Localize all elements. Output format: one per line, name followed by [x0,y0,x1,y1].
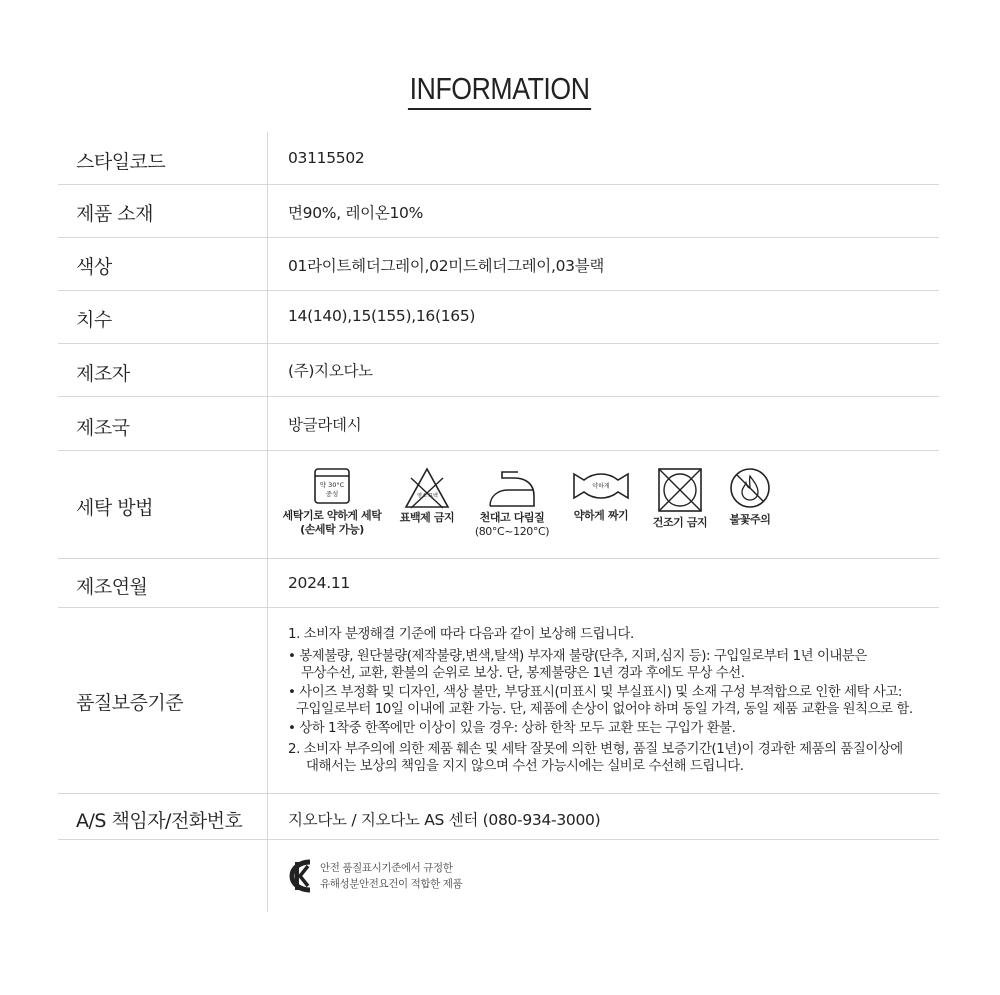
no-fire-icon [728,466,772,510]
wash-tub-icon [312,466,352,506]
row-color [58,238,939,291]
iron-caption-1: 천대고 다림질 [479,511,545,524]
wring-inner-text: 약하게 [592,483,610,490]
fire-item [720,466,780,527]
row-material [58,185,939,238]
information-title [0,70,1000,110]
bleach-caption: 표백제 금지 [399,511,455,524]
dryer-item [646,466,714,530]
row-quality [58,608,939,794]
row-label: 스타일코드 [76,151,166,173]
row-washing [58,451,939,559]
row-label: 제조자 [76,363,130,385]
wring-icon [570,466,632,506]
row-label: 제조국 [76,417,130,439]
wring-caption: 약하게 짜기 [573,509,629,522]
row-label: 제품 소재 [76,203,153,225]
fire-caption: 불꽃주의 [729,513,771,526]
wash-item [280,466,384,537]
row-value: 2024.11 [288,574,350,592]
row-label: 품질보증기준 [76,692,184,714]
row-label: 제조연월 [76,576,148,598]
iron-icon [484,466,540,510]
wring-item [565,466,637,523]
wash-caption-1: 세탁기로 약하게 세탁 [282,509,382,522]
quality-line: 대해서는 보상의 책임을 지지 않으며 수선 가능시에는 실비로 수선해 드립니다. [306,759,744,774]
dryer-caption: 건조기 금지 [652,516,708,529]
quality-line: 구입일로부터 10일 이내에 교환 가능. 단, 제품에 손상이 없어야 하며 동일 가격, 동일 제품 교환을 원칙으로 함. [296,702,913,717]
iron-caption-2: (80°C~120°C) [474,525,550,538]
row-country [58,397,939,451]
row-as [58,794,939,840]
row-size [58,291,939,344]
row-value: (주)지오다노 [288,362,373,380]
row-value: 방글라데시 [288,416,362,434]
quality-line: • 봉제불량, 원단불량(제작불량,변색,탈색) 부자재 불량(단추, 지퍼,심지 등): 구입일로부터 1년 이내분은 [288,649,867,664]
quality-line: • 상하 1착중 한쪽에만 이상이 있을 경우: 상하 한착 모두 교환 또는 구입가 환불. [288,721,736,736]
row-value: 03115502 [288,149,365,167]
row-value: 면90%, 레이온10% [288,204,424,222]
bleach-chlorine-text: 염소 [417,493,427,499]
row-style-code [58,132,939,185]
quality-line: 1. 소비자 분쟁해결 기준에 따라 다음과 같이 보상해 드립니다. [288,627,634,642]
kc-line-1: 안전 품질표시기준에서 규정한 [320,862,453,874]
wash-caption-2: (손세탁 가능) [300,523,364,536]
row-manufacturer [58,344,939,397]
row-label: 치수 [76,309,112,331]
row-value: 14(140),15(155),16(165) [288,307,476,325]
row-value: 01라이트헤더그레이,02미드헤더그레이,03블랙 [288,257,605,275]
iron-item [470,466,554,539]
no-tumble-dry-icon [656,466,704,514]
row-kc [58,840,939,912]
row-label: 세탁 방법 [76,497,153,519]
bleach-item [395,466,459,525]
no-bleach-icon [403,466,451,510]
row-label: A/S 책임자/전화번호 [76,810,243,832]
quality-line: • 사이즈 부정확 및 디자인, 색상 불만, 부당표시(미표시 및 부실표시) 및 소재 구성 부적합으로 인한 세탁 사고: [288,685,902,700]
wash-temp-text: 약 30°C [319,481,345,489]
title-text: INFORMATION [408,70,591,110]
row-date [58,559,939,608]
kc-mark-icon [288,858,314,894]
quality-line: 2. 소비자 부주의에 의한 제품 훼손 및 세탁 잘못에 의한 변형, 품질 보증기간(1년)이 경과한 제품의 품질이상에 [288,742,903,757]
kc-certification [288,858,463,898]
kc-line-2: 유해성분안전요건이 적합한 제품 [320,878,463,890]
bleach-text: 표백 [428,493,438,499]
quality-line: 무상수선, 교환, 환불의 순위로 보상. 단, 봉제불량은 1년 경과 후에도 무상 수선. [301,666,745,681]
row-value: 지오다노 / 지오다노 AS 센터 (080-934-3000) [288,811,601,829]
wash-neutral-text: 중성 [325,490,339,498]
row-label: 색상 [76,256,112,278]
washing-icons [280,466,800,556]
kc-text [320,860,462,892]
